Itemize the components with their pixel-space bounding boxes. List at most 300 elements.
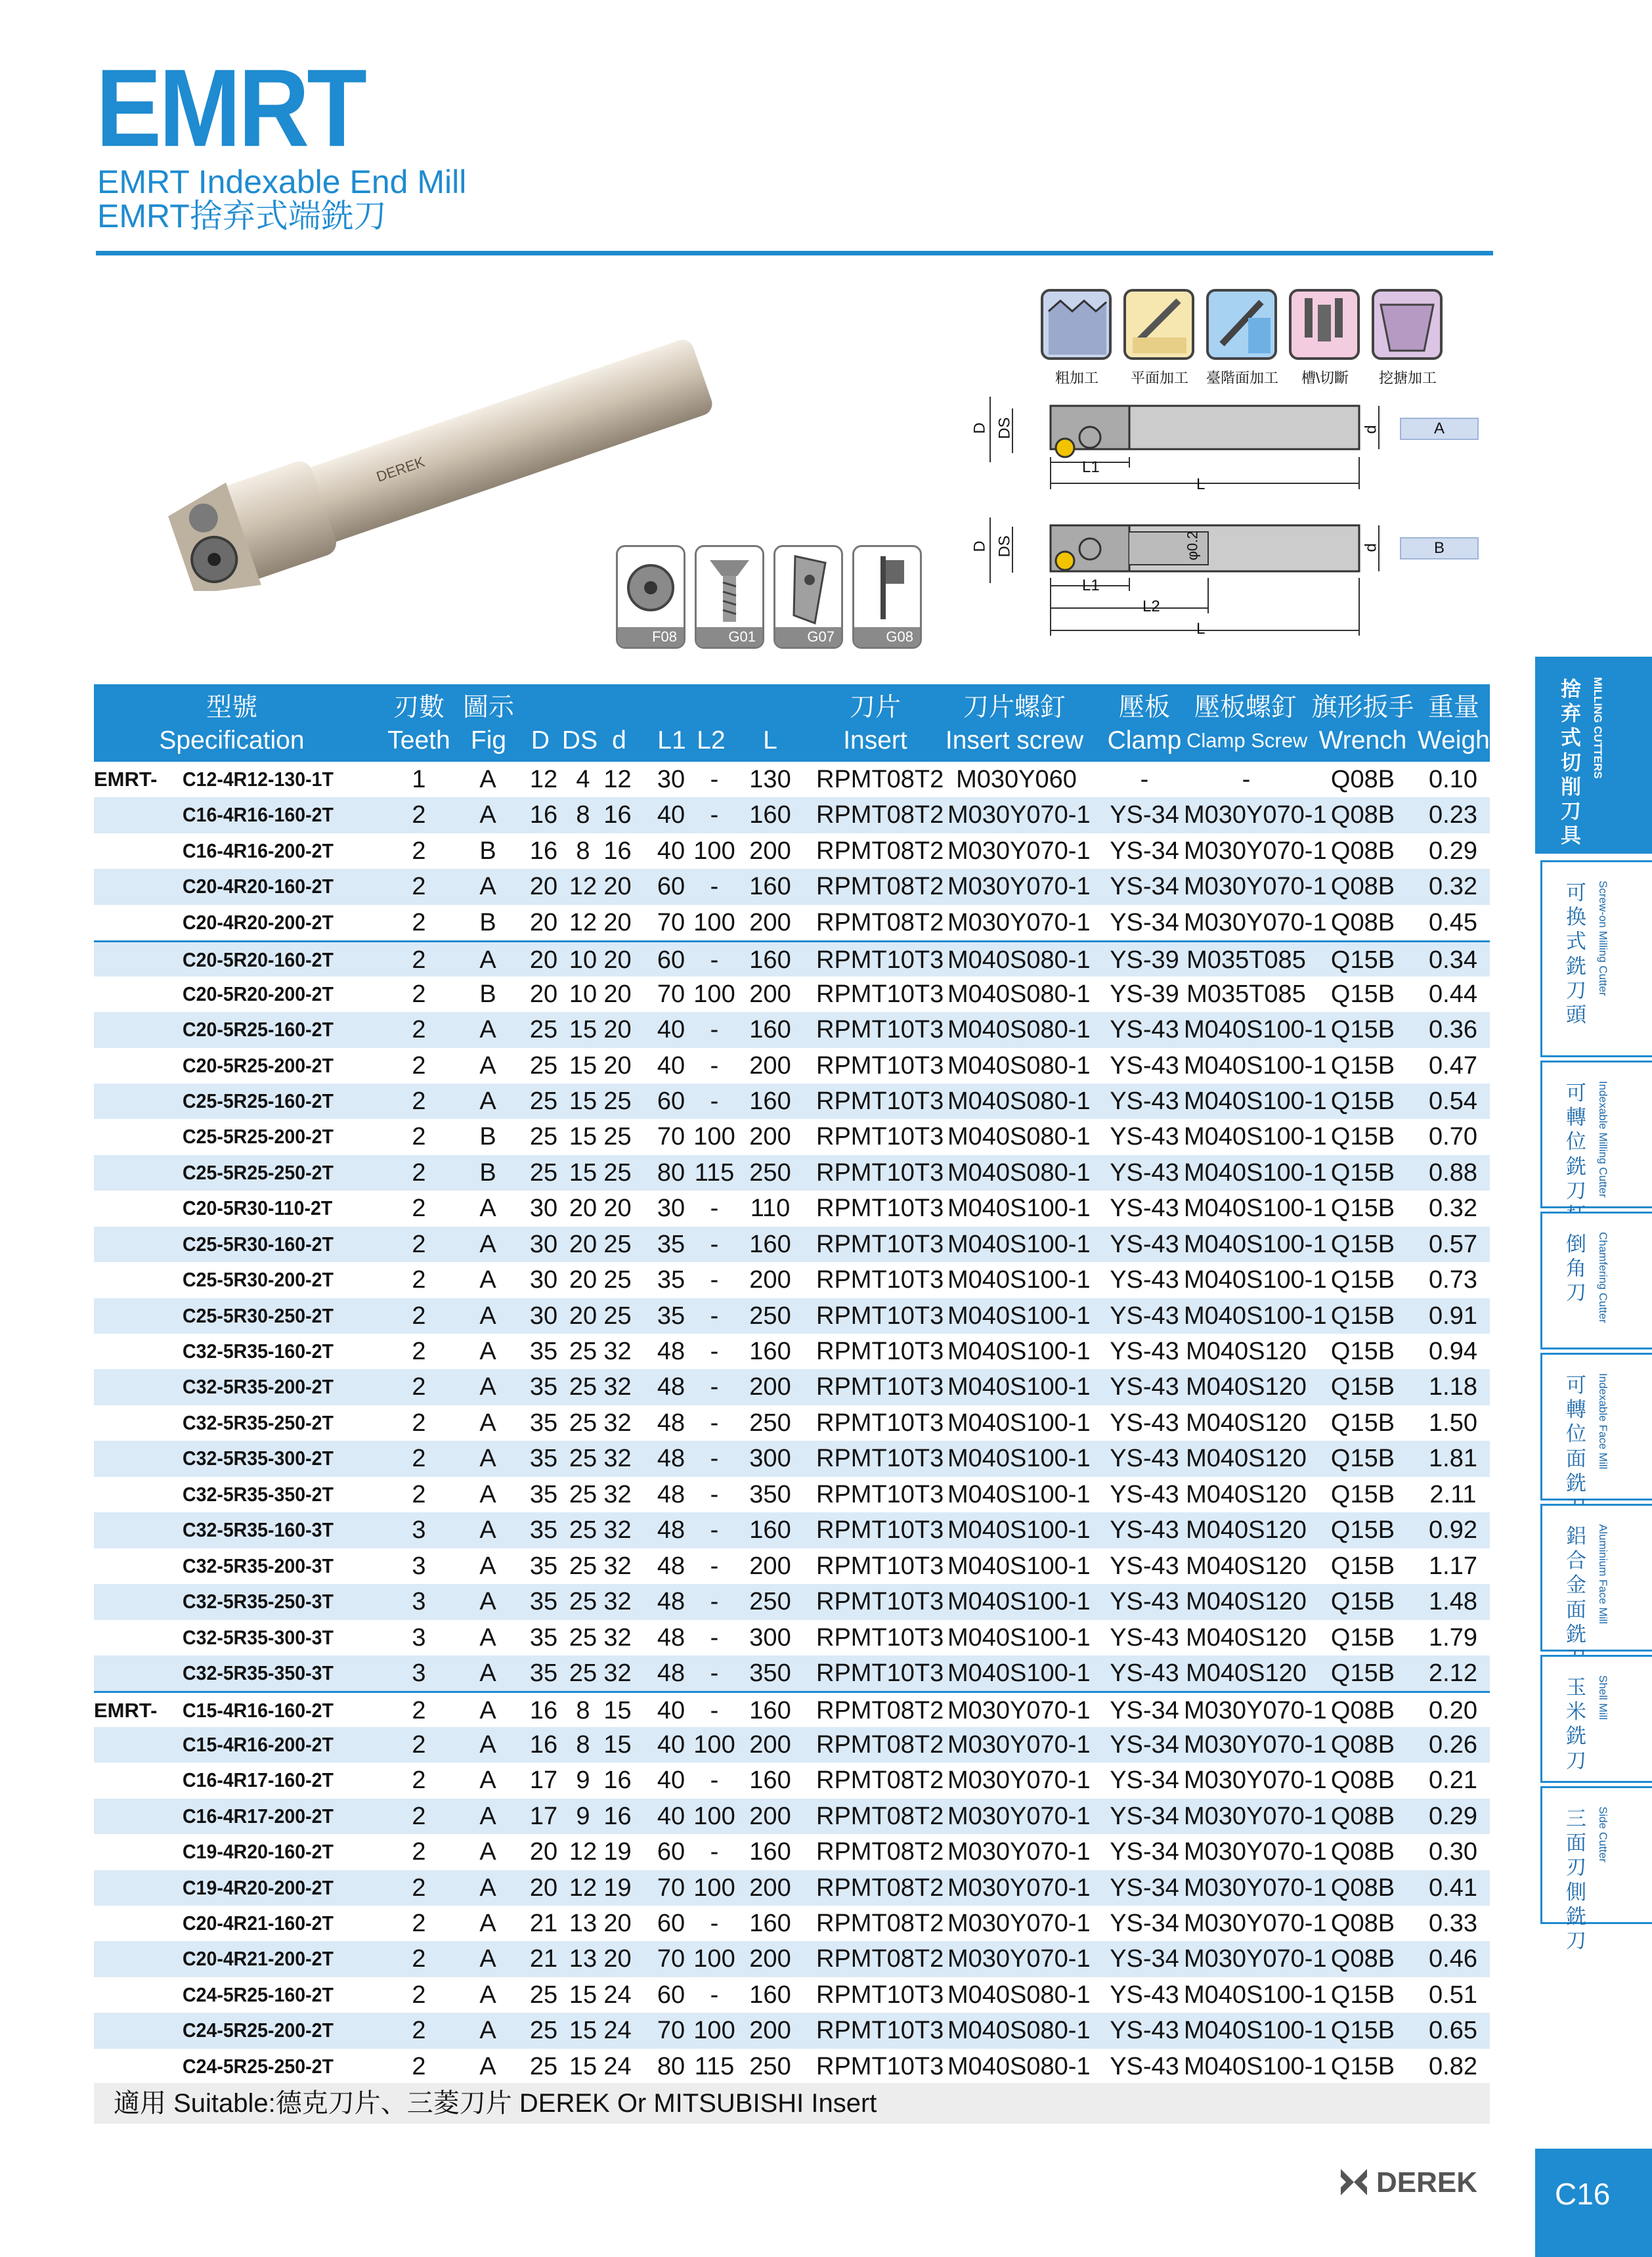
cell-insert-screw: M030Y070-1 [947, 1910, 1091, 1937]
cell-teeth: 2 [412, 2017, 426, 2045]
cell-insert-screw: M040S100-1 [947, 1194, 1091, 1223]
cell-l2: - [710, 1480, 719, 1508]
cell-clamp: YS-43 [1110, 2052, 1179, 2080]
cell-teeth: 2 [412, 1445, 426, 1473]
cell-d-small: 25 [603, 1087, 632, 1115]
cell-ds: 25 [569, 1409, 598, 1437]
cell-ds: 15 [569, 1016, 598, 1044]
cell-clamp-screw: M040S100-1 [1184, 2017, 1327, 2045]
cell-wrench: Q15B [1330, 1588, 1395, 1616]
cell-clamp: YS-43 [1110, 1123, 1179, 1151]
cell-ds: 8 [576, 837, 590, 865]
header-rule [96, 251, 1493, 255]
cell-insert-screw: M030Y070-1 [947, 1697, 1091, 1725]
cell-clamp-screw: M035T085 [1186, 946, 1306, 975]
machining-icons [1041, 289, 1454, 387]
cell-clamp: YS-34 [1110, 1802, 1179, 1830]
cell-d-big: 35 [529, 1445, 558, 1473]
cell-teeth: 3 [412, 1623, 426, 1652]
cell-l1: 30 [657, 1194, 685, 1223]
cell-d-big: 25 [529, 1123, 558, 1151]
cell-d-big: 30 [529, 1194, 558, 1223]
cell-weight: 0.73 [1429, 1266, 1477, 1294]
cell-l1: 70 [657, 908, 685, 936]
cell-l2: - [710, 1981, 719, 2009]
cell-insert: RPMT08T2 [816, 837, 944, 865]
side-tab-label: 可轉位面銑 [1566, 1374, 1586, 1495]
table-row [94, 1369, 1490, 1405]
cell-l2: - [710, 1302, 719, 1330]
cell-insert-screw: M030Y070-1 [947, 801, 1091, 829]
cell-l2: 100 [693, 908, 735, 936]
cell-teeth: 2 [412, 1910, 426, 1937]
cell-weight: 0.91 [1429, 1302, 1477, 1330]
cell-l2: - [710, 1194, 719, 1223]
cell-fig: B [479, 1158, 496, 1187]
cell-ds: 9 [576, 1766, 590, 1795]
machining-label: 平面加工 [1130, 370, 1188, 386]
cell-insert-screw: M030Y070-1 [947, 908, 1091, 936]
table-row [94, 797, 1490, 833]
cell-clamp-screw: M040S120 [1186, 1516, 1307, 1545]
cell-insert: RPMT10T3 [816, 946, 944, 975]
cell-l1: 40 [657, 1766, 685, 1795]
insert-code: G07 [775, 627, 841, 647]
cell-insert: RPMT08T2 [816, 1730, 944, 1759]
cell-teeth: 2 [412, 908, 426, 936]
cell-clamp: YS-43 [1110, 1016, 1179, 1044]
cell-teeth: 2 [412, 1945, 426, 1973]
cell-clamp: YS-43 [1110, 1087, 1179, 1115]
cell-teeth: 2 [412, 1158, 426, 1187]
cell-l1: 40 [657, 1730, 685, 1759]
cell-wrench: Q15B [1330, 1552, 1395, 1580]
cell-d-big: 25 [529, 1016, 558, 1044]
cell-wrench: Q08B [1330, 1838, 1395, 1866]
cell-l1: 48 [657, 1445, 685, 1473]
cell-teeth: 2 [412, 946, 426, 975]
col-d-small: d [612, 726, 626, 755]
cell-insert: RPMT08T2 [816, 1697, 944, 1725]
cell-l1: 35 [657, 1302, 685, 1330]
cell-clamp: - [1140, 766, 1149, 793]
cell-weight: 0.54 [1429, 1087, 1477, 1115]
cell-d-small: 24 [603, 1981, 632, 2009]
page-number: C16 [1555, 2177, 1611, 2211]
cell-ds: 25 [569, 1659, 598, 1687]
insert-screw-card [695, 545, 764, 649]
cell-clamp: YS-43 [1110, 1230, 1179, 1258]
cell-l: 250 [749, 2052, 791, 2080]
cell-weight: 1.81 [1429, 1445, 1477, 1473]
table-row [94, 833, 1490, 869]
cell-l: 200 [749, 1266, 791, 1294]
cell-l: 200 [749, 837, 791, 865]
cell-fig: A [479, 1480, 496, 1508]
table-row [94, 1227, 1490, 1262]
side-tab-en-label: Indexable Face Mill [1597, 1373, 1609, 1470]
cell-teeth: 2 [412, 1766, 426, 1795]
cell-d-big: 20 [529, 1838, 558, 1866]
col-screw-zh: 刀片螺釘 [963, 693, 1066, 722]
cell-l1: 60 [657, 946, 685, 975]
cell-fig: A [479, 766, 496, 793]
cell-ds: 25 [569, 1552, 598, 1580]
cell-clamp-screw: M040S100-1 [1184, 1051, 1327, 1080]
dim-label: φ0.2 [1184, 531, 1201, 561]
cell-teeth: 2 [412, 1302, 426, 1330]
cell-spec-code: C32-5R35-350-3T [183, 1661, 334, 1684]
cell-spec-code: C16-4R16-200-2T [183, 839, 334, 862]
table-row [94, 1799, 1490, 1834]
cell-l2: - [710, 1087, 719, 1115]
cell-clamp: YS-43 [1110, 1659, 1179, 1687]
cell-spec-code: C25-5R25-200-2T [183, 1125, 334, 1149]
table-row [94, 1620, 1490, 1655]
figure-a [970, 394, 1451, 493]
cell-fig: A [479, 1981, 496, 2009]
cell-teeth: 3 [412, 1659, 426, 1687]
cell-l: 160 [749, 801, 791, 829]
table-row [94, 2049, 1490, 2084]
cell-ds: 25 [569, 1623, 598, 1652]
cell-wrench: Q08B [1330, 1730, 1395, 1759]
side-tab-en-label: Indexable Milling Cutter [1597, 1081, 1609, 1198]
side-tab[interactable] [1540, 1061, 1652, 1208]
cell-wrench: Q08B [1330, 873, 1395, 901]
cell-d-big: 17 [529, 1802, 558, 1830]
cell-d-big: 35 [529, 1480, 558, 1508]
cell-wrench: Q15B [1330, 1981, 1395, 2009]
cell-l: 200 [749, 1945, 791, 1973]
cell-wrench: Q08B [1330, 1874, 1395, 1902]
cell-clamp-screw: M030Y070-1 [1184, 1730, 1327, 1759]
cell-insert: RPMT10T3 [816, 2017, 944, 2045]
cell-l1: 60 [657, 1981, 685, 2009]
side-tab-label: 捨弃式切削刀具 [1561, 678, 1581, 848]
cell-fig: A [479, 1338, 496, 1365]
side-tab[interactable] [1540, 1353, 1652, 1501]
dim-label: d [1362, 425, 1380, 434]
cell-insert-screw: M040S100-1 [947, 1659, 1091, 1687]
cell-weight: 0.34 [1429, 946, 1477, 975]
cell-teeth: 2 [412, 1230, 426, 1258]
cell-clamp-screw: M030Y070-1 [1184, 1697, 1327, 1725]
cell-series-prefix: EMRT- [94, 1699, 158, 1722]
cell-wrench: Q15B [1330, 1302, 1395, 1330]
cell-clamp-screw: M030Y070-1 [1184, 908, 1327, 936]
cell-ds: 12 [569, 1838, 598, 1866]
cell-l1: 48 [657, 1516, 685, 1545]
table-row [94, 1727, 1490, 1763]
cell-spec-code: C20-4R20-200-2T [183, 910, 334, 934]
table-body [94, 762, 1490, 2084]
cell-l: 130 [749, 766, 791, 793]
cell-weight: 0.94 [1429, 1338, 1477, 1365]
side-tab[interactable] [1540, 1212, 1652, 1349]
cell-clamp-screw: M040S120 [1186, 1623, 1307, 1652]
cell-teeth: 2 [412, 2052, 426, 2080]
cell-weight: 1.50 [1429, 1409, 1477, 1437]
cell-wrench: Q08B [1330, 801, 1395, 829]
cell-d-small: 32 [603, 1623, 632, 1652]
cell-clamp: YS-43 [1110, 1981, 1179, 2009]
cell-d-small: 25 [603, 1230, 632, 1258]
col-l1: L1 [657, 726, 686, 755]
cell-l1: 48 [657, 1659, 685, 1687]
cell-insert: RPMT10T3 [816, 1588, 944, 1616]
table-row [94, 1155, 1490, 1191]
cell-clamp-screw: M040S100-1 [1184, 1087, 1327, 1115]
subtitle-en: EMRT Indexable End Mill [97, 164, 467, 200]
cell-insert: RPMT10T3 [816, 1266, 944, 1294]
subtitle-zh: EMRT捨弃式端銑刀 [97, 198, 387, 234]
cell-insert: RPMT08T2 [816, 1874, 944, 1902]
cell-weight: 0.45 [1429, 908, 1477, 936]
table-row [94, 1941, 1490, 1977]
cell-l2: - [710, 801, 719, 829]
cell-d-small: 32 [603, 1588, 632, 1616]
cell-wrench: Q15B [1330, 1516, 1395, 1545]
dim-label: L [1196, 475, 1206, 493]
table-row [94, 762, 1490, 797]
cell-l: 160 [749, 1981, 791, 2009]
cell-d-big: 25 [529, 1051, 558, 1080]
cell-ds: 12 [569, 1874, 598, 1902]
cell-fig: B [479, 837, 496, 865]
cell-ds: 10 [569, 980, 598, 1008]
cell-d-small: 20 [603, 1051, 632, 1080]
cell-spec-code: C25-5R30-160-2T [183, 1232, 334, 1256]
cell-l2: - [710, 1266, 719, 1294]
cell-teeth: 2 [412, 1697, 426, 1725]
cell-weight: 0.46 [1429, 1945, 1477, 1973]
cell-clamp-screw: M030Y070-1 [1184, 1945, 1327, 1973]
cell-weight: 0.82 [1429, 2052, 1477, 2080]
cell-ds: 15 [569, 1051, 598, 1080]
cell-clamp: YS-34 [1110, 1730, 1179, 1759]
cell-l1: 40 [657, 837, 685, 865]
cell-insert-screw: M030Y070-1 [947, 837, 1091, 865]
cell-insert-screw: M040S080-1 [947, 980, 1091, 1008]
table-row [94, 1441, 1490, 1476]
cell-fig: A [479, 1445, 496, 1473]
cell-clamp: YS-34 [1110, 873, 1179, 901]
cell-fig: A [479, 801, 496, 829]
side-tab[interactable] [1540, 1504, 1652, 1652]
cell-wrench: Q08B [1330, 908, 1395, 936]
cell-d-big: 35 [529, 1552, 558, 1580]
cell-wrench: Q08B [1330, 1945, 1395, 1973]
cell-l1: 48 [657, 1373, 685, 1401]
cell-clamp: YS-43 [1110, 1552, 1179, 1580]
table-row [94, 1977, 1490, 2013]
dim-label: D [970, 422, 989, 434]
table-row [94, 1512, 1490, 1548]
cell-insert: RPMT10T3 [816, 1087, 944, 1115]
cell-weight: 1.17 [1429, 1552, 1477, 1580]
cell-d-big: 21 [529, 1910, 558, 1937]
cell-l2: 100 [693, 980, 735, 1008]
cell-d-small: 32 [603, 1445, 632, 1473]
cell-spec-code: C15-4R16-200-2T [183, 1732, 334, 1756]
cell-weight: 0.92 [1429, 1516, 1477, 1545]
cell-clamp-screw: M040S100-1 [1184, 1302, 1327, 1330]
cell-l2: - [710, 1910, 719, 1937]
cell-l2: - [710, 1016, 719, 1044]
cell-l: 200 [749, 1802, 791, 1830]
cell-d-big: 35 [529, 1373, 558, 1401]
cell-clamp: YS-34 [1110, 837, 1179, 865]
cell-spec-code: C32-5R35-300-3T [183, 1625, 334, 1649]
cell-l2: 115 [694, 2052, 735, 2080]
cell-ds: 15 [569, 2017, 598, 2045]
cell-weight: 0.26 [1429, 1730, 1477, 1759]
cell-spec-code: C32-5R35-200-2T [183, 1375, 334, 1399]
col-spec-zh: 型號 [206, 693, 257, 722]
cell-l1: 35 [657, 1266, 685, 1294]
cell-clamp: YS-43 [1110, 1051, 1179, 1080]
cell-clamp: YS-34 [1110, 1766, 1179, 1795]
cell-insert: RPMT10T3 [816, 1409, 944, 1437]
cell-l1: 48 [657, 1480, 685, 1508]
cell-ds: 25 [569, 1516, 598, 1545]
cell-teeth: 2 [412, 1981, 426, 2009]
side-tab[interactable] [1540, 860, 1652, 1057]
cell-clamp-screw: M040S100-1 [1184, 2052, 1327, 2080]
col-weight-en: Weight [1418, 726, 1497, 755]
cell-l1: 48 [657, 1588, 685, 1616]
cell-spec-code: C16-4R16-160-2T [183, 803, 334, 827]
cell-spec-code: C20-4R21-200-2T [183, 1947, 334, 1971]
cell-d-big: 20 [529, 1874, 558, 1902]
cavity-machining-icon [1372, 289, 1443, 360]
page-title: EMRT [96, 45, 364, 170]
cell-l2: - [710, 1230, 719, 1258]
cell-ds: 20 [569, 1266, 598, 1294]
cell-weight: 0.29 [1429, 837, 1477, 865]
cell-weight: 0.47 [1429, 1051, 1477, 1080]
col-ds: DS [561, 726, 598, 755]
cell-l2: - [710, 1338, 719, 1365]
cell-d-small: 20 [603, 908, 632, 936]
cell-teeth: 3 [412, 1552, 426, 1580]
cell-wrench: Q15B [1330, 1409, 1395, 1437]
face-machining-icon [1123, 289, 1194, 360]
cell-d-big: 20 [529, 908, 558, 936]
table-row [94, 1405, 1490, 1441]
cell-spec-code: C20-5R20-160-2T [183, 948, 334, 972]
dim-label: D [970, 540, 989, 552]
cell-ds: 20 [569, 1302, 598, 1330]
cell-ds: 15 [569, 1123, 598, 1151]
cell-teeth: 2 [412, 980, 426, 1008]
cell-fig: A [479, 1945, 496, 1973]
side-tab[interactable] [1535, 657, 1652, 854]
table-row [94, 1906, 1490, 1941]
cell-insert: RPMT10T3 [816, 1623, 944, 1652]
cell-d-big: 16 [529, 837, 558, 865]
cell-clamp-screw: M040S100-1 [1184, 1158, 1327, 1187]
cell-teeth: 2 [412, 1838, 426, 1866]
cell-d-small: 20 [603, 980, 632, 1008]
cell-clamp: YS-34 [1110, 1874, 1179, 1902]
col-teeth-en: Teeth [387, 726, 450, 755]
cell-clamp-screw: M040S120 [1186, 1552, 1307, 1580]
cell-d-small: 25 [603, 1123, 632, 1151]
dim-label: L [1196, 620, 1206, 638]
cell-insert-screw: M030Y070-1 [947, 1802, 1091, 1830]
cell-l2: - [710, 873, 719, 901]
cell-fig: A [479, 1552, 496, 1580]
cell-insert-screw: M040S080-1 [947, 2052, 1091, 2080]
table-row [94, 1012, 1490, 1047]
cell-d-small: 32 [603, 1516, 632, 1545]
cell-spec-code: C25-5R25-160-2T [183, 1089, 334, 1112]
side-tab[interactable] [1540, 1655, 1652, 1783]
cell-d-small: 32 [603, 1409, 632, 1437]
cell-ds: 15 [569, 1981, 598, 2009]
cell-weight: 1.48 [1429, 1588, 1477, 1616]
cell-clamp-screw: M040S120 [1186, 1480, 1307, 1508]
cell-teeth: 2 [412, 1338, 426, 1365]
table-row [94, 1834, 1490, 1870]
cell-ds: 13 [569, 1910, 598, 1937]
cell-insert: RPMT08T2 [816, 1802, 944, 1830]
cell-d-small: 19 [603, 1874, 632, 1902]
cell-fig: A [479, 1730, 496, 1759]
cell-weight: 0.44 [1429, 980, 1477, 1008]
side-tab[interactable] [1540, 1786, 1652, 1952]
cell-fig: A [479, 1874, 496, 1902]
cell-clamp: YS-43 [1110, 2017, 1179, 2045]
cell-d-small: 25 [603, 1158, 632, 1187]
cell-ds: 12 [569, 908, 598, 936]
machining-label: 槽\切斷 [1301, 370, 1349, 386]
page-number-tab [1535, 2149, 1652, 2257]
cell-weight: 2.12 [1429, 1659, 1477, 1687]
cell-insert-screw: M040S100-1 [947, 1445, 1091, 1473]
cell-clamp: YS-43 [1110, 1158, 1179, 1187]
cell-l: 160 [749, 1338, 791, 1365]
suitable-note: 適用 Suitable:德克刀片、三菱刀片 DEREK Or MITSUBISHI Insert [94, 2083, 1490, 2124]
cell-l: 160 [749, 946, 791, 975]
cell-l: 250 [749, 1588, 791, 1616]
cell-fig: A [479, 1302, 496, 1330]
col-teeth-zh: 刃數 [393, 693, 445, 722]
cell-insert: RPMT10T3 [816, 2052, 944, 2080]
cell-insert: RPMT08T2 [816, 801, 944, 829]
cell-ds: 8 [576, 1730, 590, 1759]
cell-wrench: Q08B [1330, 1697, 1395, 1725]
cell-weight: 1.18 [1429, 1373, 1477, 1401]
cell-l: 200 [749, 1874, 791, 1902]
cell-insert: RPMT08T2 [816, 1766, 944, 1795]
cell-fig: A [479, 1766, 496, 1795]
cell-spec-code: C20-4R20-160-2T [183, 875, 334, 898]
cell-fig: A [479, 1623, 496, 1652]
cell-clamp-screw: M030Y070-1 [1184, 1766, 1327, 1795]
cell-l2: - [710, 1697, 719, 1725]
cell-d-big: 25 [529, 1158, 558, 1187]
cell-spec-code: C25-5R30-200-2T [183, 1268, 334, 1292]
cell-weight: 0.70 [1429, 1123, 1477, 1151]
cell-d-big: 25 [529, 2017, 558, 2045]
insert-code: G01 [697, 627, 762, 647]
spec-table [94, 684, 1497, 2084]
cell-l: 200 [749, 1552, 791, 1580]
cell-l1: 60 [657, 873, 685, 901]
